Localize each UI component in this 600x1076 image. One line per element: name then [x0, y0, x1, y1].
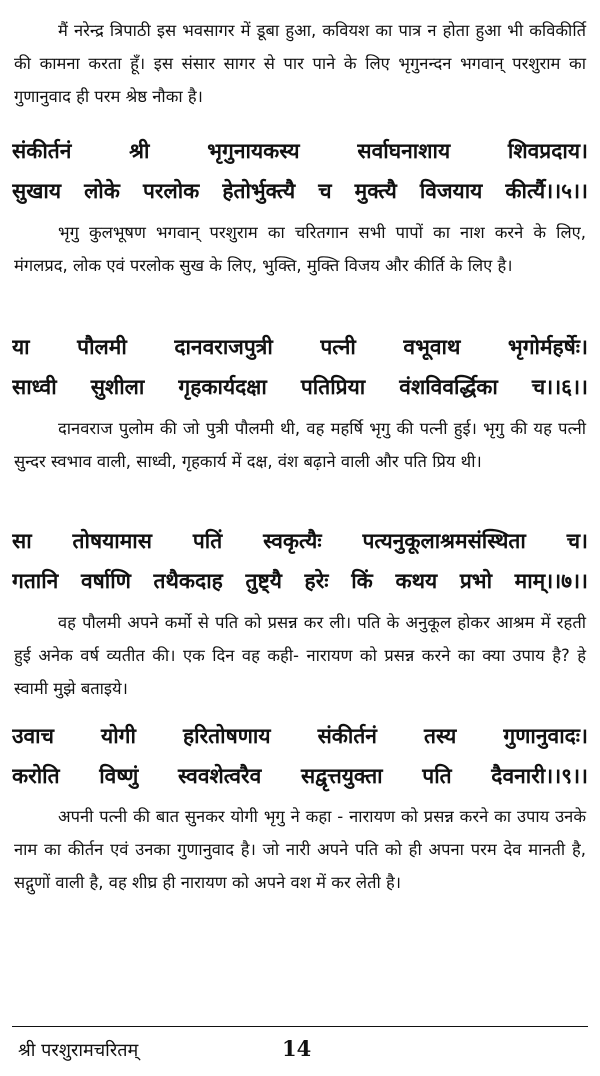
verse-7 [12, 521, 588, 601]
verse-5-line-2: सुखाय लोके परलोक हेतोर्भुक्त्यै च मुक्त्यै विजयाय कीर्त्यै।।५।। [12, 179, 588, 203]
paragraph-verse-7-translation: वह पौलमी अपने कर्मो से पति को प्रसन्न कर ली। पति के अनुकूल होकर आश्रम में रहती हुई अनेक वर्ष व्यतीत की। एक दिन वह कही- नारायण को प्रसन्न करने का क्या उपाय है? हे स्वामी मुझे बताइये। [14, 613, 586, 698]
verse-9 [12, 716, 588, 796]
verse-9-line-2: करोति विष्णुं स्ववशेत्वरैव सद्वृत्तयुक्ता पति दैवनारी।।९।। [12, 764, 588, 788]
verse-6-line-2: साध्वी सुशीला गृहकार्यदक्षा पतिप्रिया वंशविवर्द्धिका च।।६।। [12, 375, 588, 399]
verse-9-line-1: उवाच योगी हरितोषणाय संकीर्तनं तस्य गुणानुवादः। [12, 724, 588, 748]
page-number: 14 [282, 1036, 312, 1061]
paragraph-intro: मैं नरेन्द्र त्रिपाठी इस भवसागर में डूबा हुआ, कवियश का पात्र न होता हुआ भी कविकीर्ति की कामना करता हूँ। इस संसार सागर से पार पाने के लिए भृगुनन्दन भगवान् परशुराम का गुणानुवाद ही परम श्रेष्ठ नौका है। [14, 21, 586, 106]
verse-7-line-1: सा तोषयामास पतिं स्वकृत्यैः पत्यनुकूलाश्रमसंस्थिता च। [12, 529, 588, 553]
verse-5 [12, 131, 588, 211]
verse-5-line-1: संकीर्तनं श्री भृगुनायकस्य सर्वाघनाशाय शिवप्रदाय। [12, 139, 588, 163]
verse-7-line-2: गतानि वर्षाणि तथैकदाह तुष्ट्यै हरेः किं कथय प्रभो माम्।।७।। [12, 569, 588, 593]
paragraph-verse-9-translation: अपनी पत्नी की बात सुनकर योगी भृगु ने कहा - नारायण को प्रसन्न करने का उपाय उनके नाम का कीर्तन एवं उनका गुणानुवाद है। जो नारी अपने पति को ही अपना परम देव मानती है, सद्गुणों वाली है, वह शीघ्र ही नारायण को अपने वश में कर लेती है। [14, 807, 586, 892]
paragraph-verse-6-translation: दानवराज पुलोम की जो पुत्री पौलमी थी, वह महर्षि भृगु की पत्नी हुई। भृगु की यह पत्नी सुन्दर स्वभाव वाली, साध्वी, गृहकार्य में दक्ष, वंश बढ़ाने वाली और पति प्रिय थी। [14, 419, 586, 471]
footer-book-title: श्री परशुरामचरितम् [18, 1040, 139, 1061]
verse-6-line-1: या पौलमी दानवराजपुत्री पत्नी वभूवाथ भृगोर्महर्षेः। [12, 335, 588, 359]
verse-6 [12, 327, 588, 407]
paragraph-verse-5-translation: भृगु कुलभूषण भगवान् परशुराम का चरितगान सभी पापों का नाश करने के लिए, मंगलप्रद, लोक एवं परलोक सुख के लिए, भुक्ति, मुक्ति विजय और कीर्ति के लिए है। [14, 223, 586, 275]
footer-divider [12, 1026, 588, 1027]
